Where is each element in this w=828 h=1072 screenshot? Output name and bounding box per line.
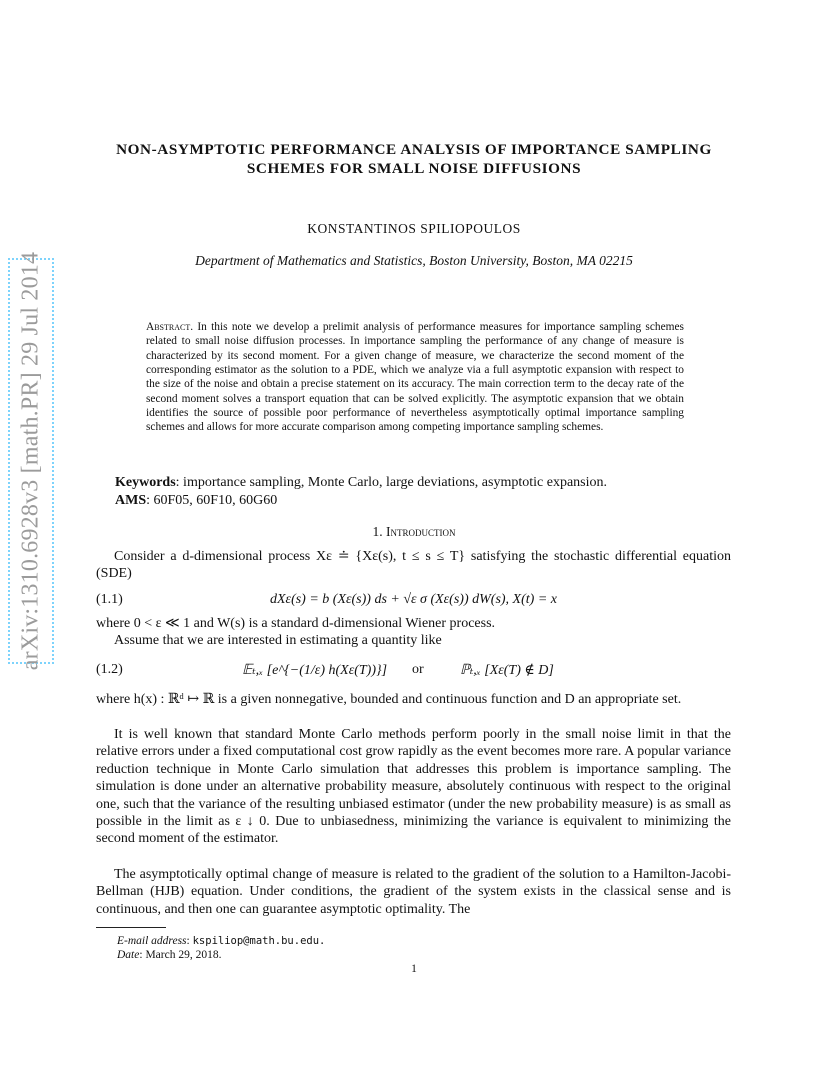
keywords-label: Keywords [115, 475, 176, 490]
section-title: Introduction [386, 524, 456, 539]
ams-line [115, 492, 735, 510]
author-affiliation: Department of Mathematics and Statistics, Boston University, Boston, MA 02215 [195, 253, 633, 268]
page-number: 1 [411, 963, 417, 975]
footnote-rule [96, 927, 166, 928]
intro-paragraph-3: Assume that we are interested in estimating a quantity like [114, 633, 442, 648]
ams-text: : 60F05, 60F10, 60G60 [146, 493, 278, 508]
arxiv-identifier-stamp [8, 251, 54, 671]
ams-label: AMS [115, 493, 147, 508]
section-number: 1. [372, 524, 383, 539]
abstract-label: Abstract. [146, 321, 194, 333]
date-label: Date [117, 949, 140, 961]
paper-title: NON-ASYMPTOTIC PERFORMANCE ANALYSIS OF IMPORTANCE SAMPLING SCHEMES FOR SMALL NOISE DIFFUSIONS [116, 141, 712, 177]
abstract-text: In this note we develop a prelimit analysis of performance measures for importance sampling schemes related to small noise diffusion processes. In importance sampling the performance of any change of measure is characterized by its second moment. For a given change of measure, we characterize the second moment of the corresponding estimator as the solution to a PDE, which we analyze via a full asymptotic expansion with respect to the size of the noise and obtain a precise statement on its accuracy. The main correction term to the decay rate of the second moment solves a transport equation that can be solved explicitly. The asymptotic expansion that we obtain identifies the source of possible poor performance of nevertheless asymptotically optimal importance sampling schemes and allows for more accurate comparison among competing importance sampling schemes. [146, 321, 684, 434]
email-address[interactable]: kspiliop@math.bu.edu. [192, 935, 326, 947]
equation-expectation: 𝔼ₜ,ₓ [e^{−(1/ε) h(Xε(T))}] [242, 663, 388, 678]
intro-paragraph-1: Consider a d-dimensional process Xε ≐ {Xε(s), t ≤ s ≤ T} satisfying the stochastic differential equation (SDE) [96, 549, 731, 582]
equation-body: dXε(s) = b (Xε(s)) ds + √ε σ (Xε(s)) dW(s), X(t) = x [270, 592, 557, 607]
email-label: E-mail address [117, 935, 187, 947]
footnote-date: Date: March 29, 2018. [117, 949, 222, 961]
keywords-line [115, 474, 735, 492]
equation-probability: ℙₜ,ₓ [Xε(T) ∉ D] [460, 663, 554, 678]
intro-paragraph-4: where h(x) : ℝᵈ ↦ ℝ is a given nonnegative, bounded and continuous function and D an appropriate set. [96, 692, 682, 707]
intro-paragraph-2: where 0 < ε ≪ 1 and W(s) is a standard d-dimensional Wiener process. [96, 616, 496, 631]
arxiv-identifier: arXiv:1310.6928v3 [math.PR] 29 Jul 2014 [17, 251, 44, 671]
date-value: March 29, 2018. [145, 949, 222, 961]
abstract [146, 320, 684, 435]
equation-or: or [412, 662, 424, 677]
section-heading [96, 524, 732, 540]
keywords-text: : importance sampling, Monte Carlo, large deviations, asymptotic expansion. [175, 475, 607, 490]
intro-paragraph-6: The asymptotically optimal change of measure is related to the gradient of the solution to a Hamilton-Jacobi-Bellman (HJB) equation. Under conditions, the gradient of the system exists in the classical sense and is continuous, and then one can guarantee asymptotic optimality. The [96, 867, 731, 917]
equation-number: (1.1) [96, 592, 123, 607]
equation-number: (1.2) [96, 662, 123, 677]
author-name: KONSTANTINOS SPILIOPOULOS [307, 221, 521, 236]
intro-paragraph-5: It is well known that standard Monte Carlo methods perform poorly in the small noise limit in that the relative errors under a fixed computational cost grow rapidly as the event becomes more rare. A popular variance reduction technique in Monte Carlo simulation that addresses this problem is importance sampling. The simulation is done under an alternative probability measure, absolutely continuous with respect to the original one, such that the variance of the resulting unbiased estimator (under the new probability measure) is as small as possible in the limit as ε ↓ 0. Due to unbiasedness, minimizing the variance is equivalent to minimizing the second moment of the estimator. [96, 727, 731, 847]
keywords-block [115, 474, 735, 510]
footnote-email: E-mail address: kspiliop@math.bu.edu. [117, 935, 326, 947]
